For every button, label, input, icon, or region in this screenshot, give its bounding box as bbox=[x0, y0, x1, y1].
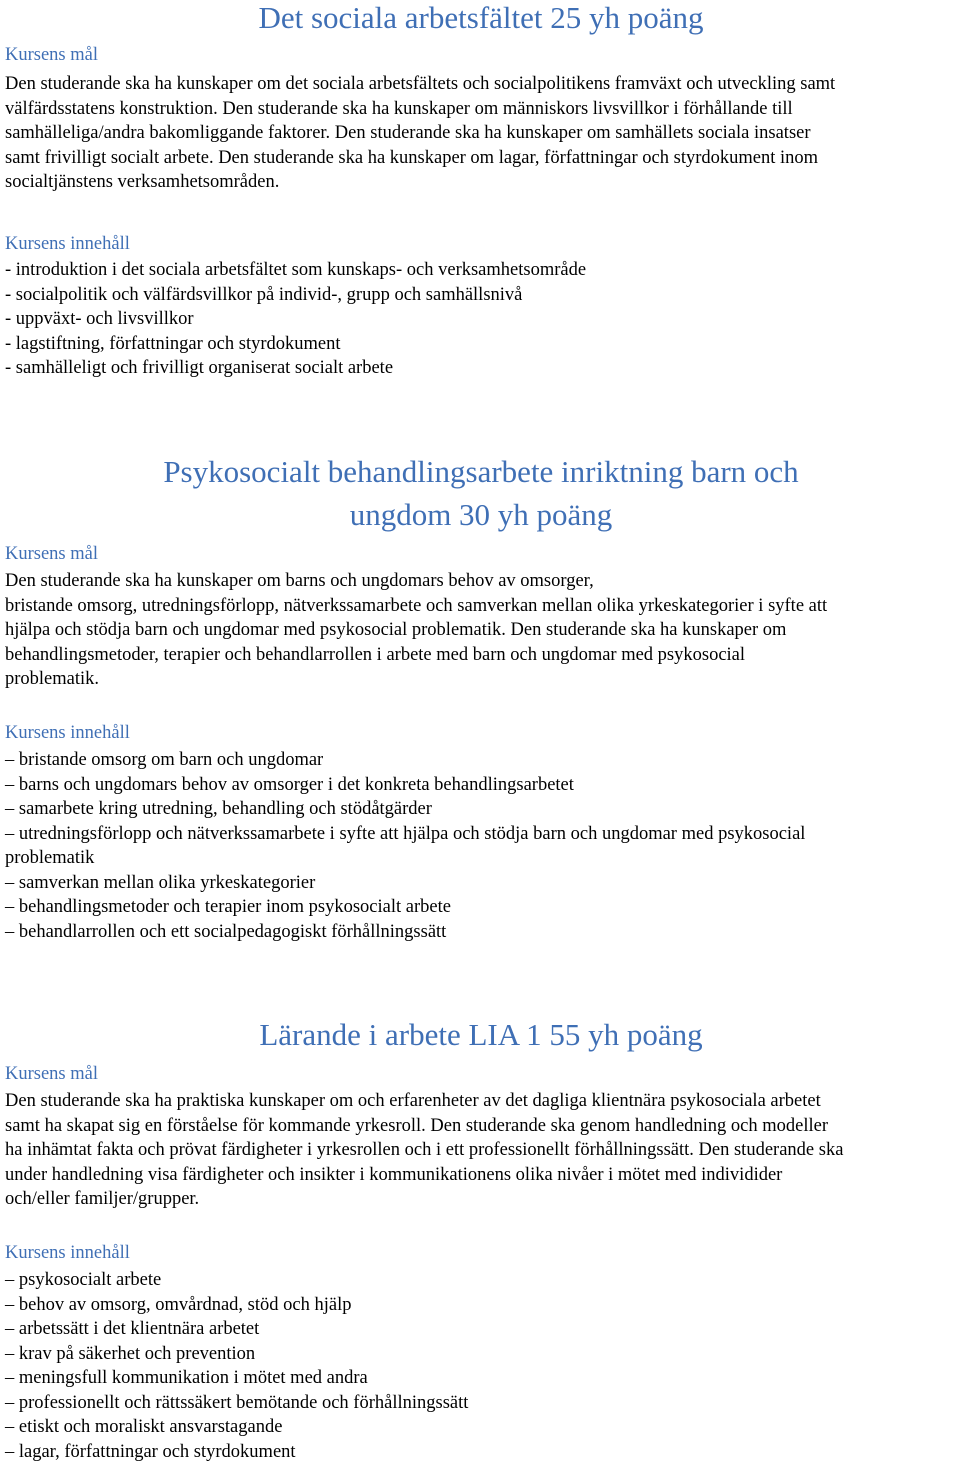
section-2-title-line: ungdom 30 yh poäng bbox=[5, 493, 957, 536]
goals-line: Den studerande ska ha kunskaper om det sociala arbetsfältets och socialpolitikens framväxt och utveckling samt bbox=[5, 72, 835, 97]
section-1-goals-label: Kursens mål bbox=[5, 43, 98, 67]
goals-line: problematik. bbox=[5, 667, 827, 692]
list-item: – behandlarrollen och ett socialpedagogiskt förhållningssätt bbox=[5, 920, 805, 945]
goals-line: ha inhämtat fakta och prövat färdigheter i yrkesrollen och i ett professionellt förhållningssätt. Den studerande ska bbox=[5, 1138, 843, 1163]
list-item: – lagar, författningar och styrdokument bbox=[5, 1440, 468, 1464]
goals-line: under handledning visa färdigheter och insikter i kommunikationens olika nivåer i mötet med individider bbox=[5, 1163, 843, 1188]
list-item: – barns och ungdomars behov av omsorger i det konkreta behandlingsarbetet bbox=[5, 773, 805, 798]
section-2-title-line: Psykosocialt behandlingsarbete inriktning barn och bbox=[5, 450, 957, 493]
list-item: - uppväxt- och livsvillkor bbox=[5, 307, 586, 332]
list-item: – psykosocialt arbete bbox=[5, 1268, 468, 1293]
list-item: – bristande omsorg om barn och ungdomar bbox=[5, 748, 805, 773]
list-item: problematik bbox=[5, 846, 805, 871]
section-2-goals-text bbox=[5, 569, 827, 692]
section-3-content-list bbox=[5, 1268, 468, 1464]
list-item: - introduktion i det sociala arbetsfältet som kunskaps- och verksamhetsområde bbox=[5, 258, 586, 283]
list-item: – krav på säkerhet och prevention bbox=[5, 1342, 468, 1367]
section-2-content-list bbox=[5, 748, 805, 944]
list-item: – professionellt och rättssäkert bemötande och förhållningssätt bbox=[5, 1391, 468, 1416]
list-item: – arbetssätt i det klientnära arbetet bbox=[5, 1317, 468, 1342]
list-item: - socialpolitik och välfärdsvillkor på individ-, grupp och samhällsnivå bbox=[5, 283, 586, 308]
list-item: - lagstiftning, författningar och styrdokument bbox=[5, 332, 586, 357]
section-1-title: Det sociala arbetsfältet 25 yh poäng bbox=[5, 0, 957, 39]
goals-line: välfärdsstatens konstruktion. Den studerande ska ha kunskaper om människors livsvillkor i förhållande till bbox=[5, 97, 835, 122]
section-3-goals-text bbox=[5, 1089, 843, 1212]
goals-line: socialtjänstens verksamhetsområden. bbox=[5, 170, 835, 195]
section-3-content-label: Kursens innehåll bbox=[5, 1241, 130, 1265]
list-item: – meningsfull kommunikation i mötet med andra bbox=[5, 1366, 468, 1391]
section-3-title: Lärande i arbete LIA 1 55 yh poäng bbox=[5, 1013, 957, 1056]
goals-line: samt frivilligt socialt arbete. Den studerande ska ha kunskaper om lagar, författningar och styrdokument inom bbox=[5, 146, 835, 171]
list-item: – behandlingsmetoder och terapier inom psykosocialt arbete bbox=[5, 895, 805, 920]
goals-line: bristande omsorg, utredningsförlopp, nätverkssamarbete och samverkan mellan olika yrkeskategorier i syfte att bbox=[5, 594, 827, 619]
goals-line: samhälleliga/andra bakomliggande faktorer. Den studerande ska ha kunskaper om samhällets sociala insatser bbox=[5, 121, 835, 146]
goals-line: och/eller familjer/grupper. bbox=[5, 1187, 843, 1212]
list-item: - samhälleligt och frivilligt organiserat socialt arbete bbox=[5, 356, 586, 381]
goals-line: behandlingsmetoder, terapier och behandlarrollen i arbete med barn och ungdomar med psykosocial bbox=[5, 643, 827, 668]
section-1-goals-text bbox=[5, 72, 835, 195]
section-1-content-list bbox=[5, 258, 586, 381]
section-2-title bbox=[5, 450, 957, 536]
section-3-goals-label: Kursens mål bbox=[5, 1062, 98, 1086]
list-item: – behov av omsorg, omvårdnad, stöd och hjälp bbox=[5, 1293, 468, 1318]
goals-line: samt ha skapat sig en förståelse för kommande yrkesroll. Den studerande ska genom handledning och modeller bbox=[5, 1114, 843, 1139]
list-item: – samverkan mellan olika yrkeskategorier bbox=[5, 871, 805, 896]
goals-line: hjälpa och stödja barn och ungdomar med psykosocial problematik. Den studerande ska ha kunskaper om bbox=[5, 618, 827, 643]
list-item: – samarbete kring utredning, behandling och stödåtgärder bbox=[5, 797, 805, 822]
section-2-content-label: Kursens innehåll bbox=[5, 721, 130, 745]
section-2-goals-label: Kursens mål bbox=[5, 542, 98, 566]
goals-line: Den studerande ska ha kunskaper om barns och ungdomars behov av omsorger, bbox=[5, 569, 827, 594]
list-item: – utredningsförlopp och nätverkssamarbete i syfte att hjälpa och stödja barn och ungdomar med psykosocial bbox=[5, 822, 805, 847]
goals-line: Den studerande ska ha praktiska kunskaper om och erfarenheter av det dagliga klientnära psykosociala arbetet bbox=[5, 1089, 843, 1114]
list-item: – etiskt och moraliskt ansvarstagande bbox=[5, 1415, 468, 1440]
section-1-content-label: Kursens innehåll bbox=[5, 232, 130, 256]
